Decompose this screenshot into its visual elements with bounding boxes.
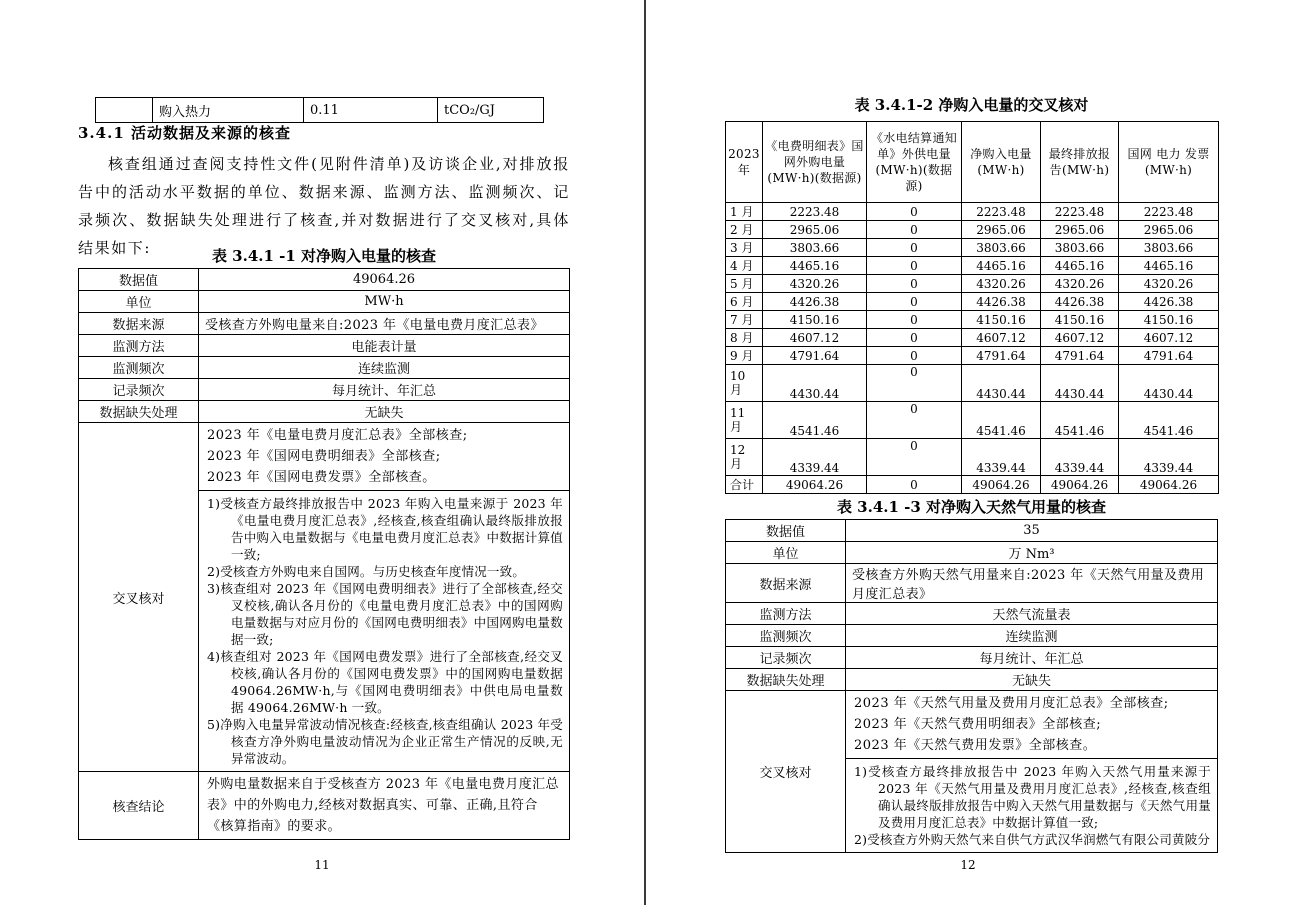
conclusion-label: 核查结论 [79,772,199,840]
table-row [726,625,1218,647]
section-heading: 3.4.1 活动数据及来源的核查 [78,124,291,142]
numbered-item: 3)核查组对 2023 年《国网电费明细表》进行了全部核查,经交叉校核,确认各月份的《电量电费月度汇总表》中的国网购电量数据与对应月份的《国网电费明细表》中国网购电量数据一致; [207,581,563,647]
value-cell: 4465.16 [1119,257,1219,275]
row-label: 数据值 [79,269,199,291]
row-value: 电能表计量 [199,335,570,357]
value-cell: 2223.48 [962,203,1041,221]
row-label: 数据来源 [79,313,199,335]
value-cell: 4339.44 [1041,439,1119,476]
value-cell: 49064.26 [1119,476,1219,494]
value-cell: 4430.44 [962,365,1041,402]
row-value: 无缺失 [199,401,570,423]
table1-title: 表 3.4.1 -1 对净购入电量的核查 [211,247,437,265]
table-row [726,476,1219,494]
month-label: 7 月 [726,311,763,329]
numbered-item: 2)受核查方外购天然气来自供气方武汉华润燃气有限公司黄陂分 [854,832,1211,847]
value-cell: 4465.16 [763,257,867,275]
value-cell: 4426.38 [1119,293,1219,311]
column-header: 最终排放报告(MW·h) [1041,122,1119,203]
value-cell: 4791.64 [763,347,867,365]
value-cell: 4150.16 [1041,311,1119,329]
month-label: 合计 [726,476,763,494]
table-row [726,347,1219,365]
numbered-item: 4)核查组对 2023 年《国网电费发票》进行了全部核查,经交叉校核,确认各月份的《国网电费发票》中的国网购电量数据 49064.26MW·h,与《国网电费明细表》中供电局电量数据 49064.26MW·h 一致。 [207,649,563,715]
row-label: 数据缺失处理 [726,669,846,691]
cross-check-intro [199,423,570,491]
cross-check-label: 交叉核对 [79,423,199,772]
page-number-left: 11 [314,858,330,872]
value-cell: 0 [867,257,962,275]
month-label: 6 月 [726,293,763,311]
table-cell: tCO₂/GJ [438,98,544,123]
row-label: 单位 [79,291,199,313]
value-cell: 4426.38 [1041,293,1119,311]
table-cell [96,98,153,123]
value-cell: 2965.06 [962,221,1041,239]
month-label: 11 月 [726,402,763,439]
value-cell: 4430.44 [763,365,867,402]
value-cell: 4607.12 [1041,329,1119,347]
row-value: 无缺失 [846,669,1218,691]
numbered-item: 1)受核查方最终排放报告中 2023 年购入电量来源于 2023 年《电量电费月度汇总表》,经核查,核查组确认最终版排放报告中购入电量数据与《电量电费月度汇总表》中数据计算值一致; [207,496,563,562]
table-row [726,520,1218,542]
intro-line: 2023 年《天然气费用明细表》全部核查; [854,717,1102,732]
table-header-row [726,122,1219,203]
cross-check-items [199,491,570,772]
value-cell: 4339.44 [962,439,1041,476]
row-value: 连续监测 [846,625,1218,647]
table-row [726,365,1219,402]
row-label: 单位 [726,542,846,564]
intro-line: 2023 年《电量电费月度汇总表》全部核查; [207,428,468,443]
table-row [726,691,1218,759]
intro-paragraph: 核查组通过查阅支持性文件(见附件清单)及访谈企业,对排放报告中的活动水平数据的单位、数据来源、监测方法、监测频次、记录频次、数据缺失处理进行了核查,并对数据进行了交叉核对,具体结果如下: [78,155,570,257]
value-cell: 2223.48 [1119,203,1219,221]
row-value: 每月统计、年汇总 [199,379,570,401]
value-cell: 4465.16 [1041,257,1119,275]
table-row [79,423,570,491]
value-cell: 0 [867,347,962,365]
row-value: 连续监测 [199,357,570,379]
numbered-item: 2)受核查方外购电来自国网。与历史核查年度情况一致。 [207,564,526,579]
value-cell: 4320.26 [962,275,1041,293]
intro-line: 2023 年《国网电费发票》全部核查。 [207,470,436,485]
table2-title: 表 3.4.1-2 净购入电量的交叉核对 [854,96,1089,114]
row-label: 监测方法 [726,603,846,625]
month-label: 4 月 [726,257,763,275]
row-label: 记录频次 [726,647,846,669]
month-label: 1 月 [726,203,763,221]
row-value: 受核查方外购电量来自:2023 年《电量电费月度汇总表》 [199,313,570,335]
table-cell: 0.11 [304,98,438,123]
value-cell: 0 [867,203,962,221]
value-cell: 4150.16 [763,311,867,329]
table-row [79,401,570,423]
intro-line: 2023 年《天然气用量及费用月度汇总表》全部核查; [854,696,1169,711]
page-number-right: 12 [960,858,976,872]
value-cell: 0 [867,476,962,494]
column-header: 净购入电量(MW·h) [962,122,1041,203]
row-value: 49064.26 [199,269,570,291]
value-cell: 4430.44 [1119,365,1219,402]
value-cell: 3803.66 [962,239,1041,257]
row-label: 监测频次 [79,357,199,379]
table-row [79,313,570,335]
value-cell: 2223.48 [763,203,867,221]
value-cell: 4607.12 [1119,329,1219,347]
value-cell: 4426.38 [962,293,1041,311]
value-cell: 4320.26 [1119,275,1219,293]
column-header: 《水电结算通知单》外供电量(MW·h)(数据源) [867,122,962,203]
value-cell: 3803.66 [763,239,867,257]
value-cell: 49064.26 [1041,476,1119,494]
value-cell: 4430.44 [1041,365,1119,402]
value-cell: 4426.38 [763,293,867,311]
value-cell: 2965.06 [763,221,867,239]
intro-line: 2023 年《国网电费明细表》全部核查; [207,449,441,464]
value-cell: 4465.16 [962,257,1041,275]
table-row [79,379,570,401]
table-row [79,772,570,840]
value-cell: 4791.64 [1041,347,1119,365]
table-row [726,257,1219,275]
row-value: 天然气流量表 [846,603,1218,625]
value-cell: 2965.06 [1119,221,1219,239]
row-label: 监测方法 [79,335,199,357]
value-cell: 4607.12 [763,329,867,347]
table3-title: 表 3.4.1 -3 对净购入天然气用量的核查 [836,498,1107,516]
value-cell: 4791.64 [1119,347,1219,365]
table-row [726,542,1218,564]
gas-verification-table [725,519,1218,853]
value-cell: 4541.46 [1041,402,1119,439]
value-cell: 2223.48 [1041,203,1119,221]
table-row [726,647,1218,669]
value-cell: 4541.46 [763,402,867,439]
value-cell: 4607.12 [962,329,1041,347]
value-cell: 0 [867,329,962,347]
month-label: 9 月 [726,347,763,365]
row-label: 数据来源 [726,564,846,603]
value-cell: 2965.06 [1041,221,1119,239]
table-row [726,311,1219,329]
month-label: 8 月 [726,329,763,347]
table-row [79,291,570,313]
numbered-item: 1)受核查方最终排放报告中 2023 年购入天然气用量来源于 2023 年《天然气用量及费用月度汇总表》,经核查,核查组确认最终版排放报告中购入天然气用量数据与《天然气用量及费用月度汇总表》中数据计算值一致; [854,764,1211,830]
table-row [726,239,1219,257]
table-cell: 购入热力 [153,98,304,123]
value-cell: 4150.16 [962,311,1041,329]
value-cell: 4791.64 [962,347,1041,365]
value-cell: 4541.46 [1119,402,1219,439]
document-page-12 [646,0,1290,912]
document-page-11 [0,0,644,912]
value-cell: 0 [867,275,962,293]
row-value: MW·h [199,291,570,313]
value-cell: 3803.66 [1119,239,1219,257]
cross-check-label: 交叉核对 [726,691,846,853]
column-header: 《电费明细表》国网外购电量(MW·h)(数据源) [763,122,867,203]
value-cell: 0 [867,311,962,329]
value-cell: 0 [867,439,962,476]
table-row [726,439,1219,476]
table-row [726,402,1219,439]
value-cell: 49064.26 [962,476,1041,494]
cross-check-intro [846,691,1218,759]
row-label: 监测频次 [726,625,846,647]
emission-factor-fragment-table [95,97,544,123]
table-row [726,221,1219,239]
value-cell: 0 [867,221,962,239]
table-row [79,357,570,379]
table-row [726,203,1219,221]
row-label: 数据值 [726,520,846,542]
row-value: 受核查方外购天然气用量来自:2023 年《天然气用量及费用月度汇总表》 [846,564,1218,603]
intro-line: 2023 年《天然气费用发票》全部核查。 [854,738,1097,753]
value-cell: 0 [867,239,962,257]
value-cell: 0 [867,293,962,311]
table-row [726,293,1219,311]
value-cell: 3803.66 [1041,239,1119,257]
table-row [96,98,544,123]
table-row [79,335,570,357]
column-header: 2023 年 [726,122,763,203]
month-label: 10 月 [726,365,763,402]
monthly-cross-check-table [725,121,1219,494]
value-cell: 49064.26 [763,476,867,494]
month-label: 12 月 [726,439,763,476]
table-row [726,669,1218,691]
row-label: 记录频次 [79,379,199,401]
value-cell: 4339.44 [763,439,867,476]
table-row [726,564,1218,603]
electricity-verification-table [78,268,570,840]
row-value: 万 Nm³ [846,542,1218,564]
month-label: 3 月 [726,239,763,257]
row-value: 每月统计、年汇总 [846,647,1218,669]
value-cell: 4320.26 [1041,275,1119,293]
row-label: 数据缺失处理 [79,401,199,423]
conclusion-text: 外购电量数据来自于受核查方 2023 年《电量电费月度汇总表》中的外购电力,经核对数据真实、可靠、正确,且符合《核算指南》的要求。 [199,772,570,840]
table-row [79,269,570,291]
value-cell: 0 [867,365,962,402]
month-label: 5 月 [726,275,763,293]
table-row [726,603,1218,625]
value-cell: 4150.16 [1119,311,1219,329]
cross-check-items [846,759,1218,853]
table-row [726,275,1219,293]
numbered-item: 5)净购入电量异常波动情况核查:经核查,核查组确认 2023 年受核查方净外购电量波动情况为企业正常生产情况的反映,无异常波动。 [207,717,563,766]
column-header: 国网 电力 发票(MW·h) [1119,122,1219,203]
value-cell: 4339.44 [1119,439,1219,476]
value-cell: 4320.26 [763,275,867,293]
month-label: 2 月 [726,221,763,239]
row-value: 35 [846,520,1218,542]
value-cell: 4541.46 [962,402,1041,439]
table-row [726,329,1219,347]
value-cell: 0 [867,402,962,439]
